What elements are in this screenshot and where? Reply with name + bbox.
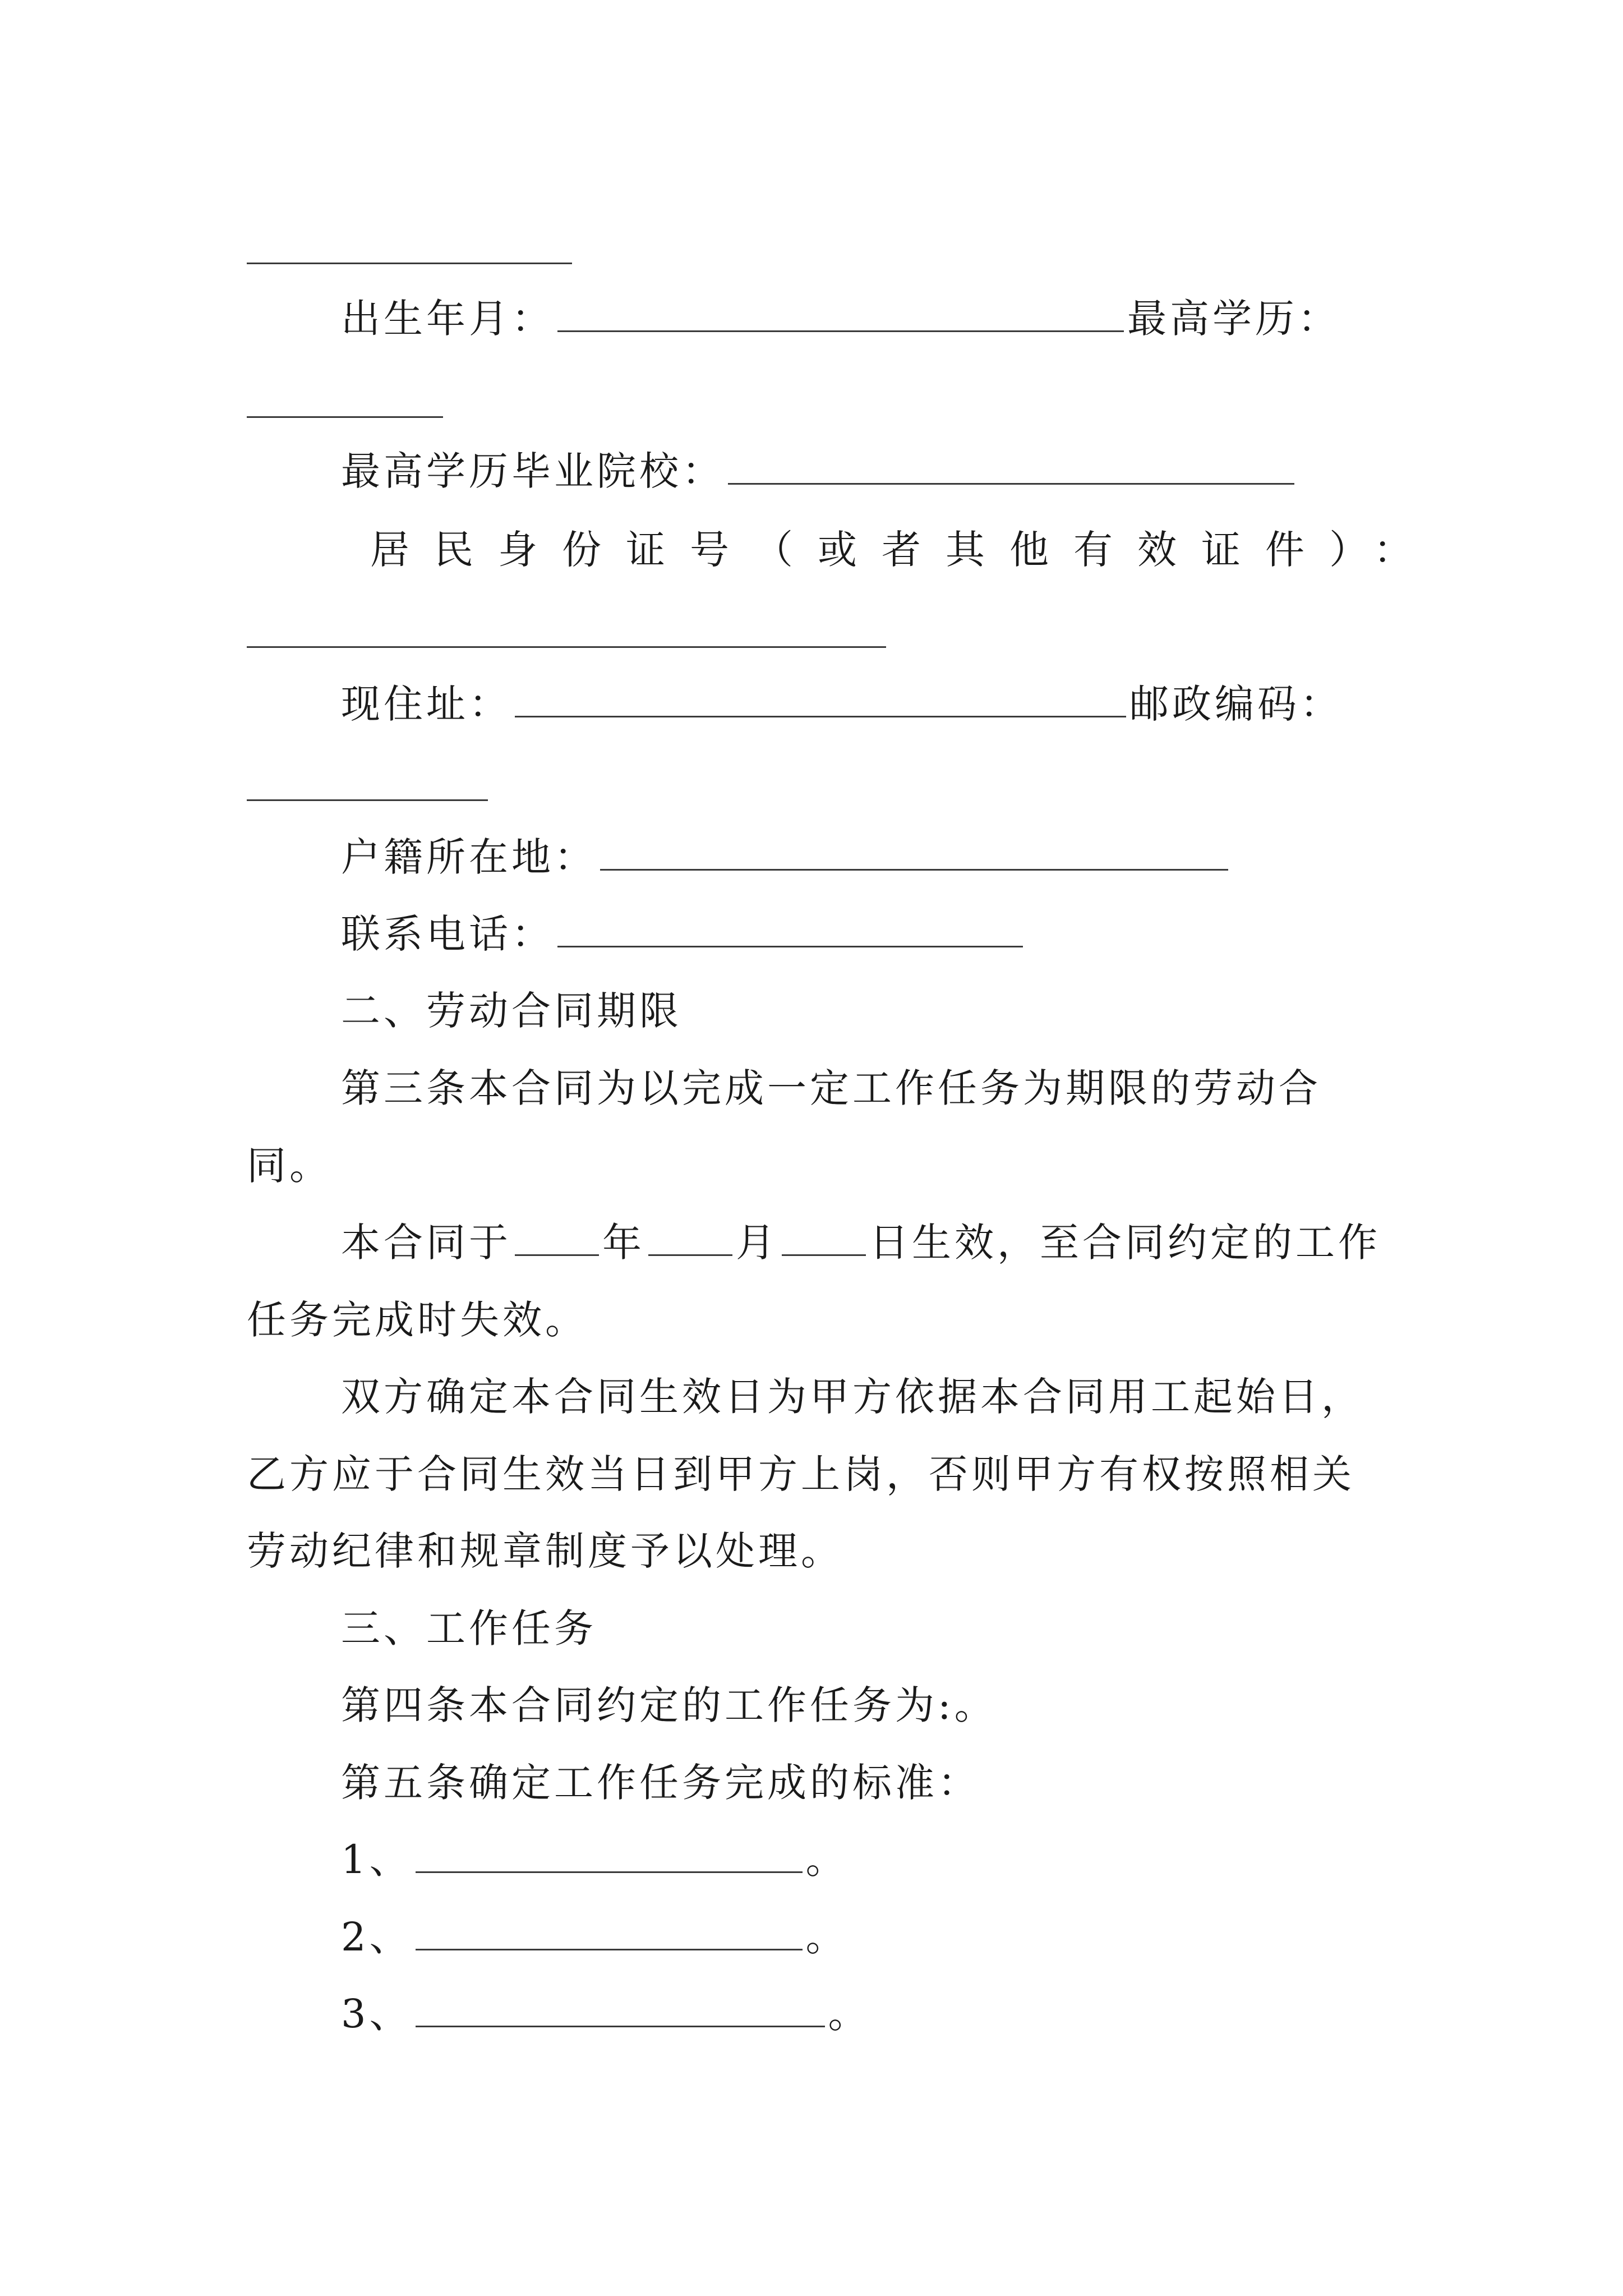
household-field[interactable] (600, 834, 1228, 871)
effective-day-field[interactable] (782, 1220, 866, 1256)
confirm-line3: 劳动纪律和规章制度予以处理。 (247, 1528, 843, 1574)
year-label: 年 (602, 1220, 645, 1266)
id-field[interactable] (247, 646, 886, 648)
article3-line2: 同。 (247, 1143, 332, 1189)
school-label: 最高学历毕业院校： (341, 448, 725, 494)
effective-date-row (341, 1214, 1381, 1271)
birth-field[interactable] (557, 296, 1124, 332)
item-end: 。 (828, 1991, 871, 2037)
item-number: 3、 (341, 1991, 412, 2037)
effective-year-field[interactable] (515, 1220, 599, 1256)
address-label: 现住址： (341, 681, 511, 727)
item-number: 2、 (341, 1914, 412, 1960)
standard-item-1 (341, 1832, 849, 1888)
effective-line2: 任务完成时失效。 (247, 1297, 588, 1343)
continuation-rule (247, 263, 572, 264)
standard-item-3 (341, 1986, 871, 2042)
household-row (341, 829, 1232, 885)
effective-month-field[interactable] (648, 1220, 732, 1256)
effective-suffix: 日生效，至合同约定的工作 (869, 1220, 1381, 1266)
household-label: 户籍所在地： (341, 834, 597, 880)
postcode-field[interactable] (247, 799, 488, 801)
birth-label: 出生年月： (341, 296, 554, 342)
standard-field-1[interactable] (416, 1837, 803, 1873)
id-label: 居民身份证号（或者其他有效证件）： (370, 527, 1437, 573)
confirm-line1: 双方确定本合同生效日为甲方依据本合同用工起始日， (341, 1374, 1364, 1420)
standard-field-3[interactable] (416, 1991, 825, 2027)
phone-label: 联系电话： (341, 911, 554, 957)
postcode-label: 邮政编码： (1129, 681, 1343, 727)
section3-heading: 三、工作任务 (341, 1605, 597, 1651)
school-field[interactable] (728, 448, 1294, 485)
school-row (341, 443, 1298, 499)
section2-heading: 二、劳动合同期限 (341, 988, 682, 1034)
standard-field-2[interactable] (416, 1914, 803, 1950)
item-end: 。 (805, 1837, 849, 1883)
article4: 第四条本合同约定的工作任务为:。 (341, 1682, 997, 1728)
address-field[interactable] (515, 681, 1126, 717)
id-row (370, 522, 1437, 578)
month-label: 月 (736, 1220, 778, 1266)
article3-line1: 第三条本合同为以完成一定工作任务为期限的劳动合 (341, 1065, 1321, 1111)
item-number: 1、 (341, 1837, 412, 1883)
article5: 第五条确定工作任务完成的标准： (341, 1760, 980, 1806)
education-label: 最高学历： (1127, 296, 1340, 342)
confirm-line2: 乙方应于合同生效当日到甲方上岗，否则甲方有权按照相关 (247, 1451, 1355, 1497)
address-postcode-row (341, 676, 1343, 732)
standard-item-2 (341, 1909, 849, 1965)
birth-education-row (341, 291, 1340, 347)
phone-field[interactable] (557, 911, 1023, 947)
phone-row (341, 906, 1026, 962)
item-end: 。 (805, 1914, 849, 1960)
education-field[interactable] (247, 416, 443, 418)
effective-prefix: 本合同于 (341, 1220, 511, 1266)
